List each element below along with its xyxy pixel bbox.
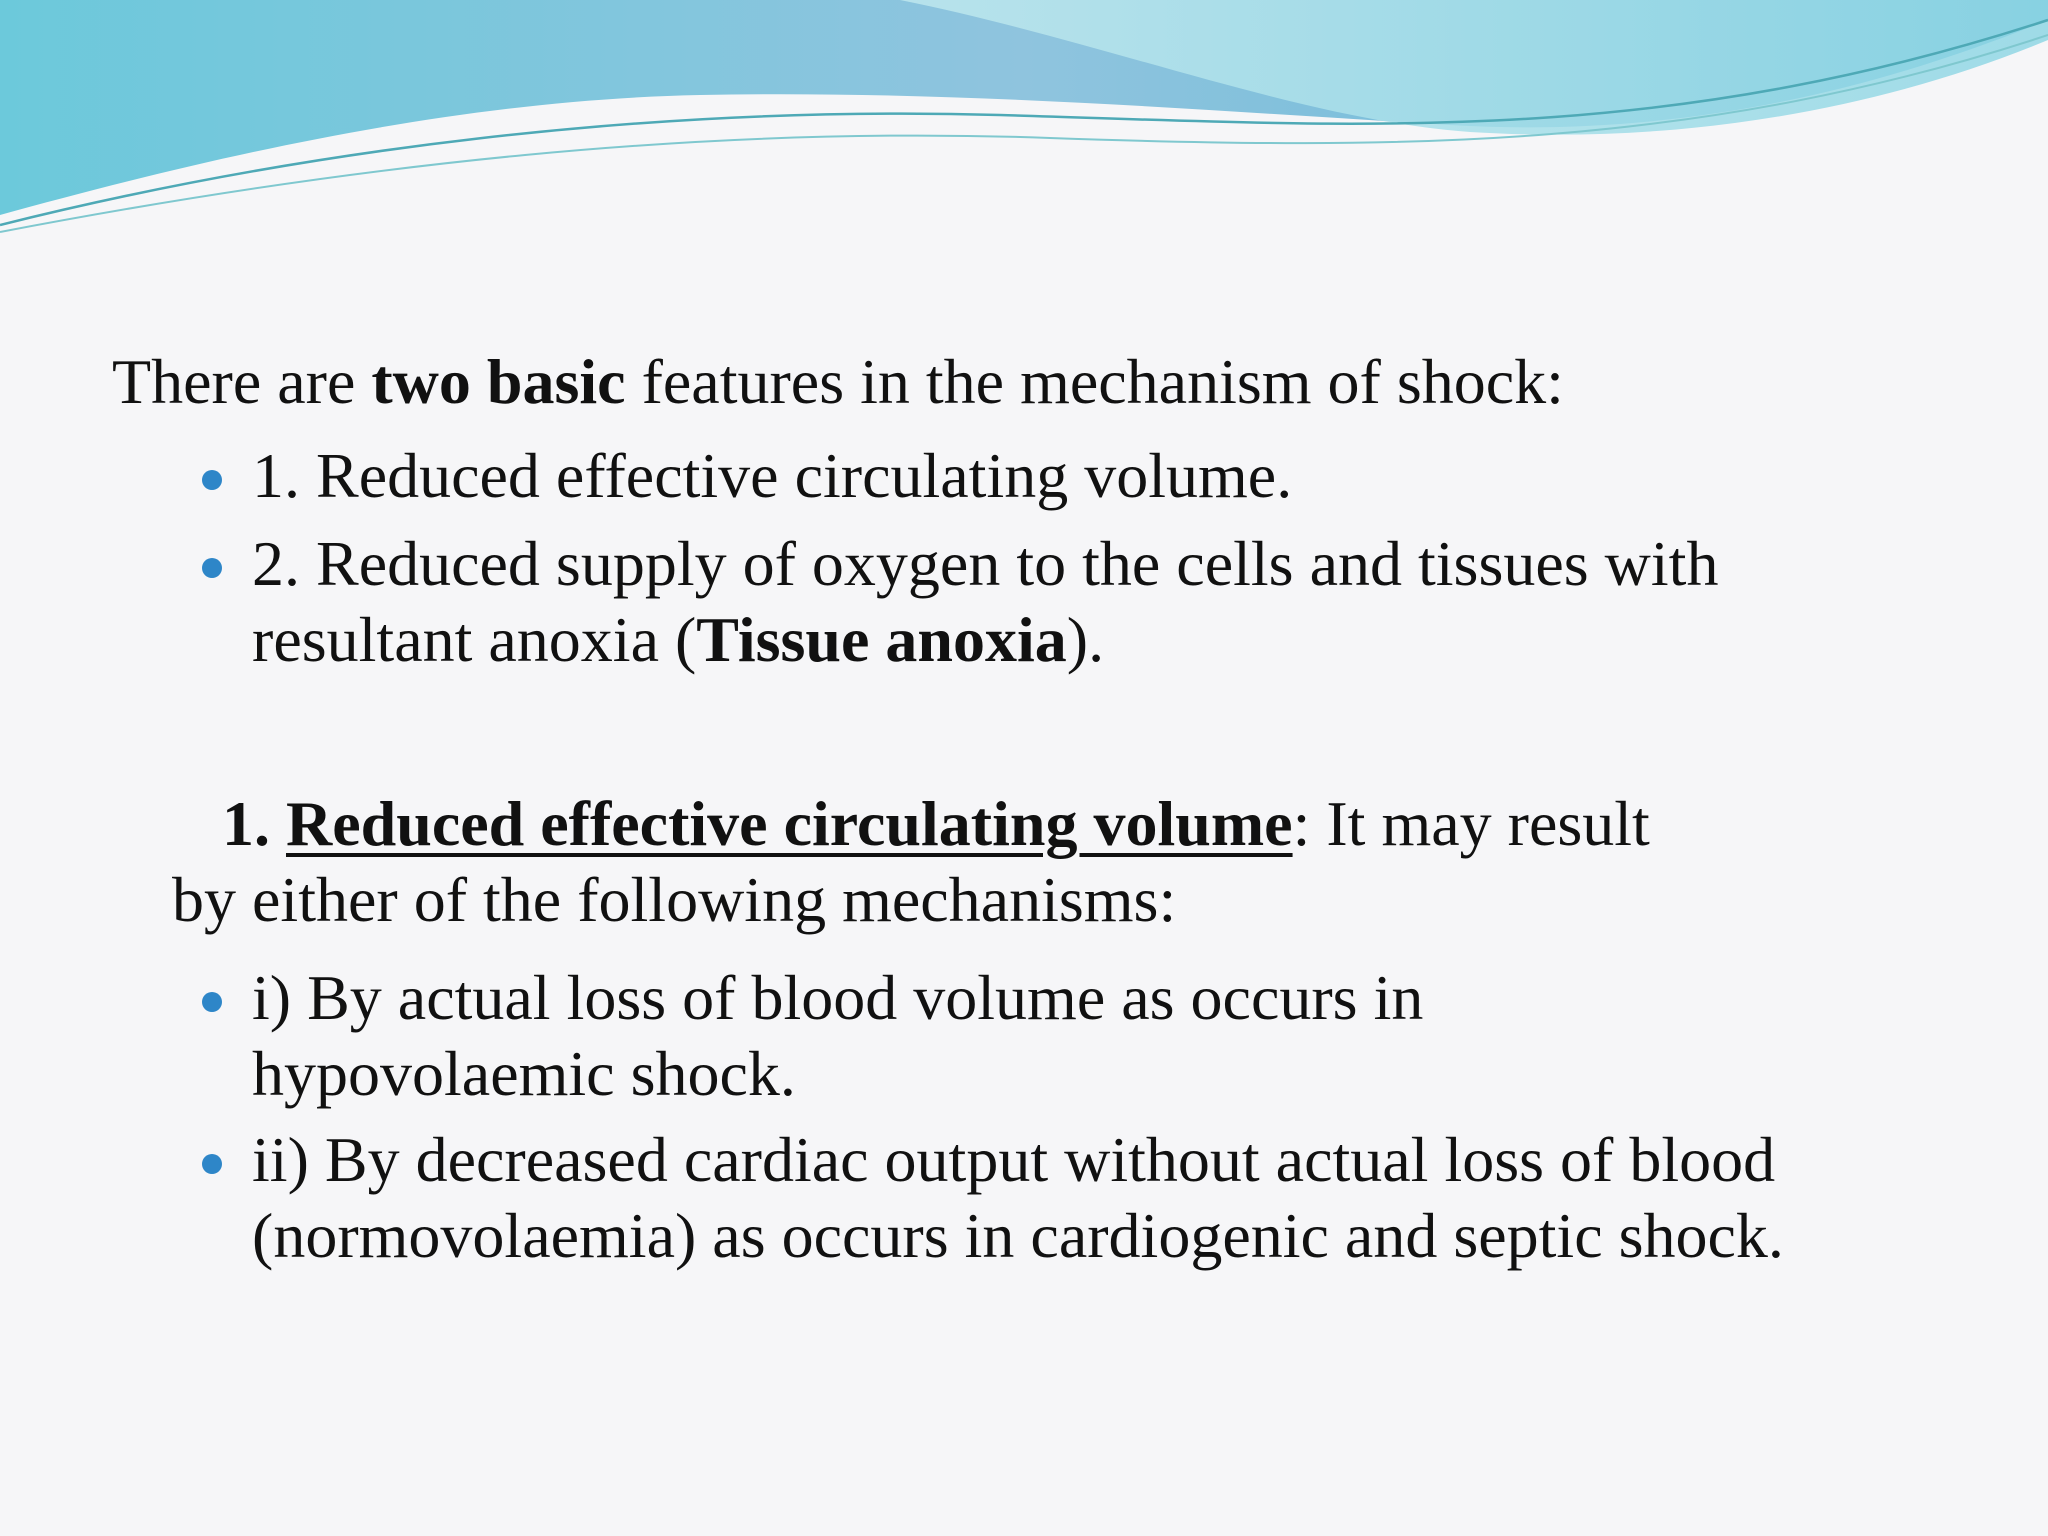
feature-1-text: 1. Reduced effective circulating volume.: [252, 440, 1293, 511]
bullet-icon: [202, 992, 222, 1012]
section-line-1: [172, 786, 1650, 862]
mechanism-2-line-1: ii) By decreased cardiac output without actual loss of blood: [252, 1124, 1776, 1195]
feature-item-2: [252, 526, 1718, 678]
feature-2-line-2: [252, 602, 1718, 678]
feature-item-1: [252, 438, 1292, 514]
feature-2-text-end: ).: [1066, 604, 1105, 675]
intro-text-end: features in the mechanism of shock:: [625, 346, 1564, 417]
mechanism-1-line-1: i) By actual loss of blood volume as occurs in: [252, 962, 1424, 1033]
section-line-2: by either of the following mechanisms:: [172, 864, 1177, 935]
section-text: : It may result: [1292, 788, 1650, 859]
section-paragraph: [172, 786, 1650, 938]
intro-text: There are: [112, 346, 372, 417]
feature-2-line-1: 2. Reduced supply of oxygen to the cells and tissues with: [252, 528, 1719, 599]
feature-2-text: resultant anoxia (: [252, 604, 697, 675]
section-number: 1.: [222, 788, 286, 859]
mechanism-1-line-2: hypovolaemic shock.: [252, 1038, 796, 1109]
mechanism-item-2: [252, 1122, 1784, 1274]
mechanism-item-1: [252, 960, 1423, 1112]
bullet-icon: [202, 558, 222, 578]
bullet-icon: [202, 470, 222, 490]
section-heading: Reduced effective circulating volume: [286, 788, 1293, 859]
bullet-icon: [202, 1154, 222, 1174]
intro-line: [112, 344, 1564, 420]
mechanism-2-line-2: (normovolaemia) as occurs in cardiogenic and septic shock.: [252, 1200, 1784, 1271]
intro-bold-text: two basic: [371, 346, 626, 417]
feature-2-bold-text: Tissue anoxia: [696, 604, 1067, 675]
header-wave-decoration: [0, 0, 2048, 240]
